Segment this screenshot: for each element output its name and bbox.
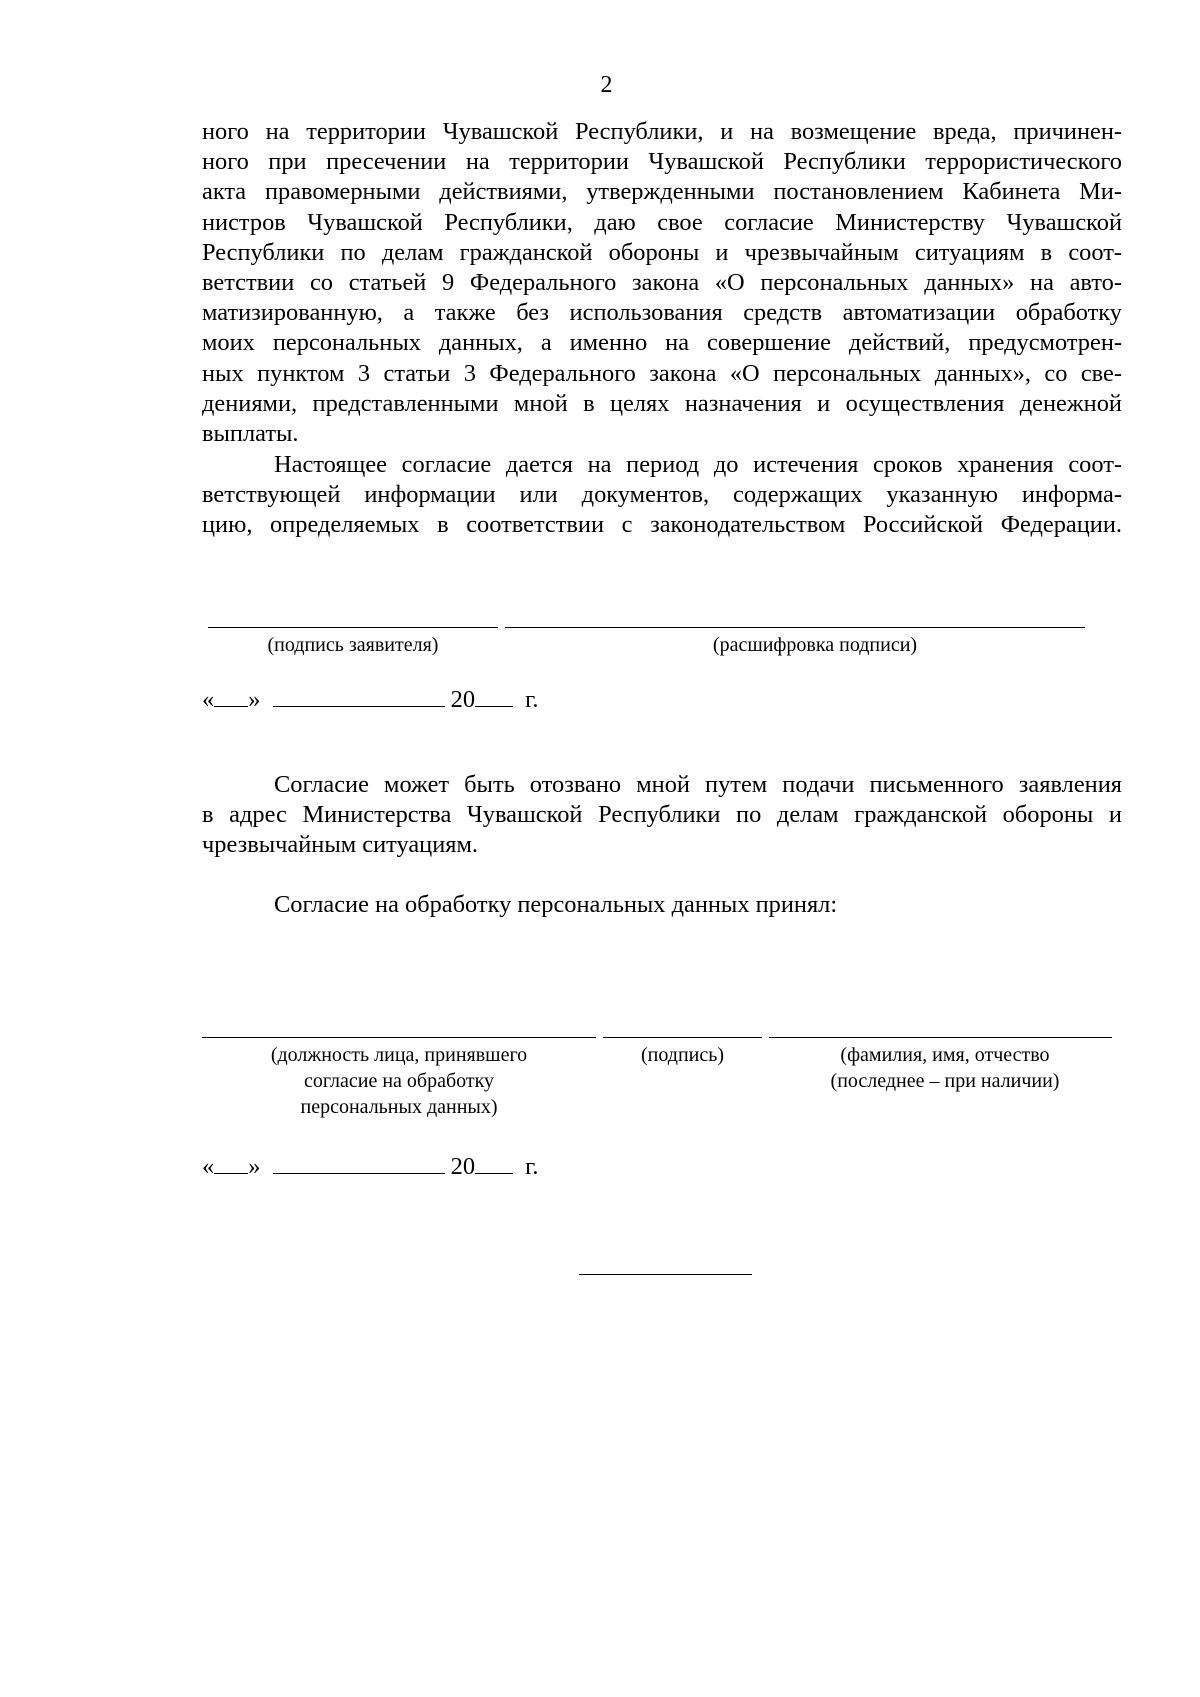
date-month-field[interactable] [273, 684, 445, 707]
text-line: цию, определяемых в соответствии с законодательством Российской Федерации. [202, 511, 1122, 539]
consent-paragraph-main [202, 117, 1122, 449]
accepter-name-line[interactable] [769, 1037, 1112, 1038]
date-close-quote: » [248, 686, 261, 713]
date-day-field[interactable] [214, 1151, 248, 1174]
page-number: 2 [600, 72, 613, 98]
text-line: Согласие может быть отозвано мной путем подачи письменного заявления [274, 771, 1122, 798]
caption-line: (фамилия, имя, отчество [840, 1044, 1050, 1066]
text-line: матизированную, а также без использования средств автоматизации обработку [202, 299, 1122, 327]
acceptance-paragraph [202, 890, 1122, 920]
revocation-paragraph [202, 770, 1122, 861]
date-month-field[interactable] [273, 1151, 445, 1174]
text-line: выплаты. [202, 420, 299, 448]
caption-line: (должность лица, принявшего [270, 1044, 528, 1066]
text-line: ных пунктом 3 статьи 3 Федерального закона «О персональных данных», со све- [202, 359, 1122, 387]
date-year-suffix: г. [525, 1153, 539, 1180]
date-year-suffix: г. [525, 686, 539, 713]
text-line: Настоящее согласие дается на период до истечения сроков хранения соот- [274, 451, 1122, 478]
text-line: нистров Чувашской Республики, даю свое согласие Министерству Чувашской [202, 208, 1122, 236]
applicant-signature-line[interactable] [208, 627, 498, 628]
accepter-signature-caption: (подпись) [640, 1044, 725, 1066]
end-of-document-rule [579, 1274, 752, 1275]
text-line: ного на территории Чувашской Республики, и на возмещение вреда, причинен- [202, 118, 1122, 145]
applicant-signature-caption: (подпись заявителя) [267, 634, 439, 656]
applicant-signature-decoding-caption: (расшифровка подписи) [712, 634, 918, 656]
applicant-signature-decoding-line[interactable] [505, 627, 1085, 628]
date-year-field[interactable] [475, 684, 513, 707]
date-day-field[interactable] [214, 684, 248, 707]
text-line: акта правомерными действиями, утвержденными постановлением Кабинета Ми- [202, 178, 1122, 206]
text-line: ветствии со статьей 9 Федерального закона «О персональных данных» на авто- [202, 269, 1122, 297]
date-open-quote: « [202, 686, 215, 713]
text-line: ветствующей информации или документов, содержащих указанную информа- [202, 481, 1122, 509]
date-year-prefix: 20 [450, 1153, 476, 1180]
accepter-name-caption [790, 1042, 1100, 1094]
accepter-position-line[interactable] [202, 1037, 596, 1038]
caption-line: персональных данных) [300, 1096, 498, 1118]
text-line: моих персональных данных, а именно на совершение действий, предусмотрен- [202, 329, 1122, 357]
text-line: Согласие на обработку персональных данных принял: [274, 891, 838, 918]
date-open-quote: « [202, 1153, 215, 1180]
accepter-date-row [202, 1151, 538, 1182]
caption-line: согласие на обработку [303, 1070, 495, 1092]
accepter-position-caption [202, 1042, 596, 1120]
text-line: дениями, представленными мной в целях назначения и осуществления денежной [202, 389, 1122, 417]
applicant-date-row [202, 684, 538, 715]
text-line: ного при пресечении на территории Чувашской Республики террористического [202, 148, 1122, 176]
text-line: в адрес Министерства Чувашской Республики по делам гражданской обороны и [202, 801, 1122, 829]
text-line: чрезвычайным ситуациям. [202, 831, 479, 859]
date-close-quote: » [248, 1153, 261, 1180]
consent-period-paragraph [202, 450, 1122, 541]
text-line: Республики по делам гражданской обороны и чрезвычайным ситуациям в соот- [202, 238, 1122, 266]
caption-line: (последнее – при наличии) [830, 1070, 1060, 1092]
date-year-prefix: 20 [450, 686, 476, 713]
accepter-signature-line[interactable] [603, 1037, 762, 1038]
date-year-field[interactable] [475, 1151, 513, 1174]
